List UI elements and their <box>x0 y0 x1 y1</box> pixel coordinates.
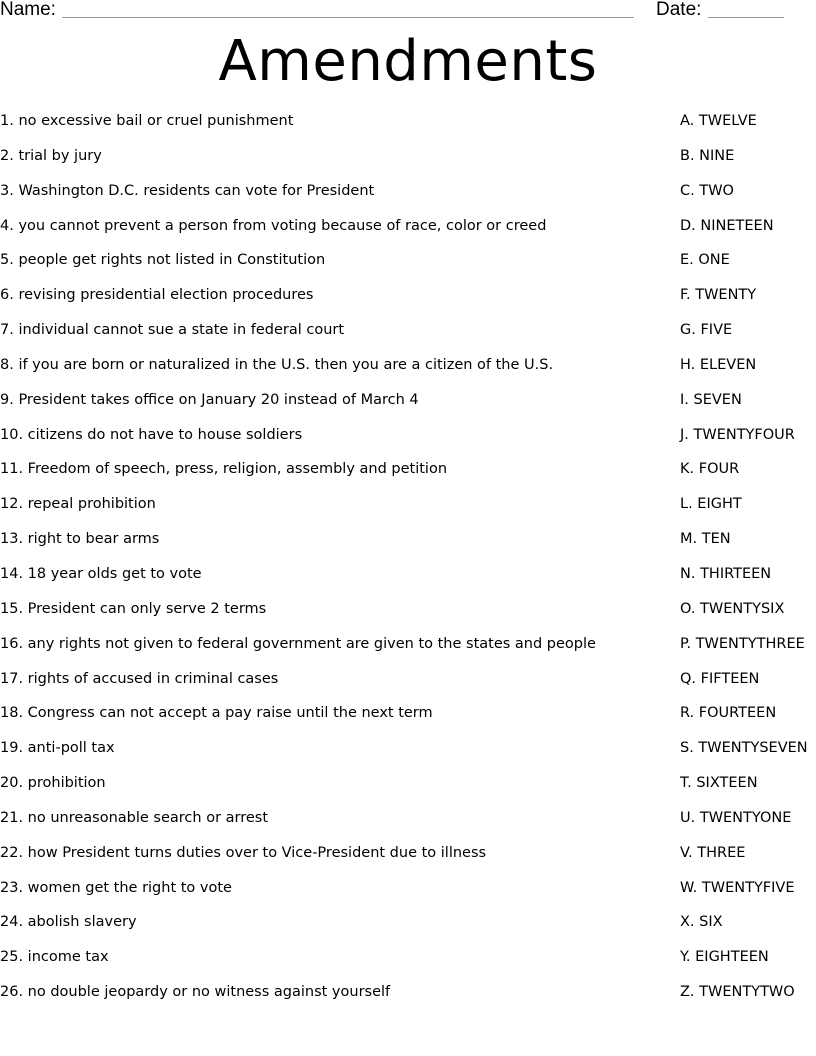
clue-text: 3. Washington D.C. residents can vote for President <box>0 182 375 199</box>
clue-text: 12. repeal prohibition <box>0 496 156 513</box>
clue-text: 15. President can only serve 2 terms <box>0 600 267 617</box>
list-item <box>0 104 816 139</box>
list-item <box>0 383 816 418</box>
clue-text: 10. citizens do not have to house soldiers <box>0 426 303 443</box>
answer-option: E. ONE <box>680 252 730 269</box>
answer-option: N. THIRTEEN <box>680 565 772 582</box>
clue-text: 18. Congress can not accept a pay raise until the next term <box>0 705 433 722</box>
list-item <box>0 801 816 836</box>
name-blank-line[interactable] <box>62 17 634 18</box>
answer-option: H. ELEVEN <box>680 356 757 373</box>
clue-text: 13. right to bear arms <box>0 531 160 548</box>
list-item <box>0 627 816 662</box>
clue-text: 19. anti-poll tax <box>0 740 115 757</box>
answer-option: P. TWENTYTHREE <box>680 635 805 652</box>
clue-text: 26. no double jeopardy or no witness against yourself <box>0 984 391 1001</box>
page-title: Amendments <box>218 29 598 94</box>
list-item <box>0 905 816 940</box>
list-item <box>0 452 816 487</box>
answer-option: F. TWENTY <box>680 287 757 304</box>
list-item <box>0 592 816 627</box>
list-item <box>0 662 816 697</box>
answer-option: X. SIX <box>680 914 723 931</box>
list-item <box>0 278 816 313</box>
clue-text: 21. no unreasonable search or arrest <box>0 809 269 826</box>
answer-option: W. TWENTYFIVE <box>680 879 795 896</box>
answer-option: M. TEN <box>680 531 731 548</box>
worksheet-header <box>0 0 816 22</box>
answer-option: R. FOURTEEN <box>680 705 777 722</box>
list-item <box>0 522 816 557</box>
clue-text: 6. revising presidential election procedures <box>0 287 314 304</box>
answer-option: O. TWENTYSIX <box>680 600 785 617</box>
clue-text: 8. if you are born or naturalized in the U.S. then you are a citizen of the U.S. <box>0 356 554 373</box>
clue-text: 7. individual cannot sue a state in federal court <box>0 322 345 339</box>
answer-option: Z. TWENTYTWO <box>680 984 795 1001</box>
list-item <box>0 487 816 522</box>
answer-option: I. SEVEN <box>680 391 742 408</box>
answer-option: V. THREE <box>680 844 746 861</box>
answer-option: B. NINE <box>680 147 735 164</box>
list-item <box>0 313 816 348</box>
list-item <box>0 766 816 801</box>
list-item <box>0 418 816 453</box>
clue-text: 5. people get rights not listed in Constitution <box>0 252 326 269</box>
answer-option: D. NINETEEN <box>680 217 774 234</box>
clue-text: 9. President takes office on January 20 instead of March 4 <box>0 391 419 408</box>
date-label: Date: <box>656 0 702 20</box>
answer-option: L. EIGHT <box>680 496 742 513</box>
clue-text: 4. you cannot prevent a person from voting because of race, color or creed <box>0 217 547 234</box>
answer-option: Q. FIFTEEN <box>680 670 760 687</box>
clue-text: 20. prohibition <box>0 775 106 792</box>
list-item <box>0 696 816 731</box>
clue-text: 25. income tax <box>0 949 109 966</box>
clue-text: 16. any rights not given to federal government are given to the states and people <box>0 635 596 652</box>
list-item <box>0 557 816 592</box>
list-item <box>0 940 816 975</box>
answer-option: U. TWENTYONE <box>680 809 792 826</box>
list-item <box>0 174 816 209</box>
name-label: Name: <box>0 0 56 20</box>
clue-text: 11. Freedom of speech, press, religion, assembly and petition <box>0 461 448 478</box>
clue-text: 1. no excessive bail or cruel punishment <box>0 113 294 129</box>
list-item <box>0 139 816 174</box>
list-item <box>0 209 816 244</box>
answer-option: A. TWELVE <box>680 113 757 129</box>
clue-text: 2. trial by jury <box>0 147 102 164</box>
list-item <box>0 871 816 906</box>
clue-text: 23. women get the right to vote <box>0 879 232 896</box>
answer-option: Y. EIGHTEEN <box>680 949 769 966</box>
answer-option: G. FIVE <box>680 322 733 339</box>
clue-text: 22. how President turns duties over to Vice-President due to illness <box>0 844 487 861</box>
clue-text: 14. 18 year olds get to vote <box>0 565 202 582</box>
list-item <box>0 348 816 383</box>
date-blank-line[interactable] <box>708 17 784 18</box>
answer-option: T. SIXTEEN <box>680 775 758 792</box>
answer-option: C. TWO <box>680 182 734 199</box>
matching-list <box>0 104 816 1010</box>
answer-option: K. FOUR <box>680 461 740 478</box>
list-item <box>0 975 816 1010</box>
answer-option: S. TWENTYSEVEN <box>680 740 808 757</box>
clue-text: 17. rights of accused in criminal cases <box>0 670 279 687</box>
list-item <box>0 731 816 766</box>
clue-text: 24. abolish slavery <box>0 914 137 931</box>
list-item <box>0 836 816 871</box>
answer-option: J. TWENTYFOUR <box>680 426 795 443</box>
list-item <box>0 243 816 278</box>
